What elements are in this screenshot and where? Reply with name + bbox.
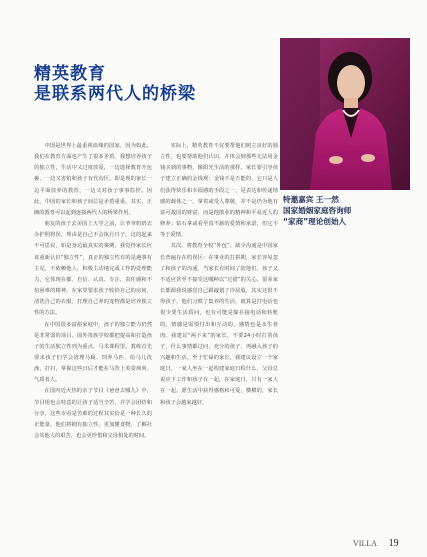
title-line-2: 是联系两代人的桥梁: [34, 84, 196, 104]
title-line-1: 精英教育: [34, 64, 106, 84]
paragraph: 中国是世界上最重视血缘的国家，因为如此，我们在教育方面也产生了很多矛盾。我想培养孩子的独立性，生活中又过度放爱，一边选择教育升包裹，一边又害怕和孩子有代沟区。即是现的家长一边平面放养的教育，一边又对孩子事事监控。因此，中国的家长和孩子间总是矛盾重重。其实，正确的教育可以起到连接两代人的桥梁作用。: [34, 143, 152, 216]
guest-caption: [283, 194, 411, 227]
magazine-name: VILLA: [353, 539, 377, 548]
portrait-illustration: [280, 38, 410, 190]
guest-theory: “家商”理论创始人: [283, 217, 347, 226]
guest-title: 国家婚姻家庭咨询师: [283, 206, 352, 215]
article-column-left: [34, 141, 152, 442]
article-title: [34, 64, 274, 104]
paragraph: 在中国很多富裕家庭中，孩子的独立能力仍然是非常弱的项目。国外贵族学校都把提高和打造孩子的生活独立性列为重点，马术课程里，教练首先要求孩子们学会清理马厩、饲养马匹、给马儿洗澡、打扫，掌握这些日后才能在马背上英姿飒爽、气质者人。: [34, 321, 152, 384]
paragraph: 其次，将教育全校“外包”，缺少沟通是中国家长普遍存在的误区：在事业的打拼期，家长容易忽了和孩子的沟通，当家长有时间了陪他们，孩子又不适应甚至不接受这哪种以“过错”的关心。很多家长都源我说感觉自己跟敲划了冷屁股，其实这很不得孩子，他们习惯了集养的生活，就算是打电话也很少要生活质问，也有可能是躲在接电话和转账的，情感是需要付出和互动的，感情也是亲生骨肉。我建议“两下来”的家长，不要24小时打着孩子，什么事情都过问，充分的孩子，再融入孩子的兴趣和生活。至于忙碌的家长，我建议设立一个家庭日，一家人坐在一起构建家庭日程什么，父母总说应下工作和孩子在一起，在家庭日，只有一家人在一起。愿生活中获得感格和可爱，横横的，家长和孩子会越来越好。: [160, 243, 278, 406]
article-column-right: [160, 141, 278, 409]
guest-name: 特邀嘉宾 王一然: [283, 195, 339, 204]
paragraph: 朋友的孩子去美国上大学之前，让爷爷奶奶去办护照将误，理由是自己不会执行日子。这的起来不可思议，如是身边最真实的案例，我觉得家长应该重新认识“独立性”，真正的独立性有的是遇事有主见，不依赖他人，积极主动地完成工作的处理能力，它体现在都、自信、认真、专注，责任感和不怕困难的精神。在家里要求孩子收拾自己的房间，清洗自己的衣服，打理自己养的宠物都是培养独立性的方法。: [34, 221, 152, 317]
paragraph: 实际上，精英教育不仅要帮他们树立良好的独立性，也要帮助他们认识，并体会到那些无法用金钱买到的事物，像阳光生活的那样。家长要引导孩子建立正确的金钱观：金钱不是万能的，它只是人们获得快乐和幸福感的手段之一，是表达和传递情感的载体之一，拿着或受人尊敬，并不是仍为他有富可敌国的财富，而是他散业的精神和平易近人的修养；钻石拿或看至真不渝的爱情和承诺，但它不等于爱情。: [160, 143, 278, 239]
page-number: 19: [388, 538, 399, 549]
guest-portrait-photo: [280, 38, 410, 190]
page-footer: [353, 538, 399, 549]
paragraph: 在国内近火热的亲子节目《爸爸去哪儿》中，节目组也会特意的让孩子适当辛苦，并学会团结和分享，这些专看是苦难的过程其实恰是一种长久的正能量，他们将拥有独立性，更加懂食物，了解社会其他人的艰苦，也会更珍惜和父母相处的时间。: [34, 388, 152, 440]
